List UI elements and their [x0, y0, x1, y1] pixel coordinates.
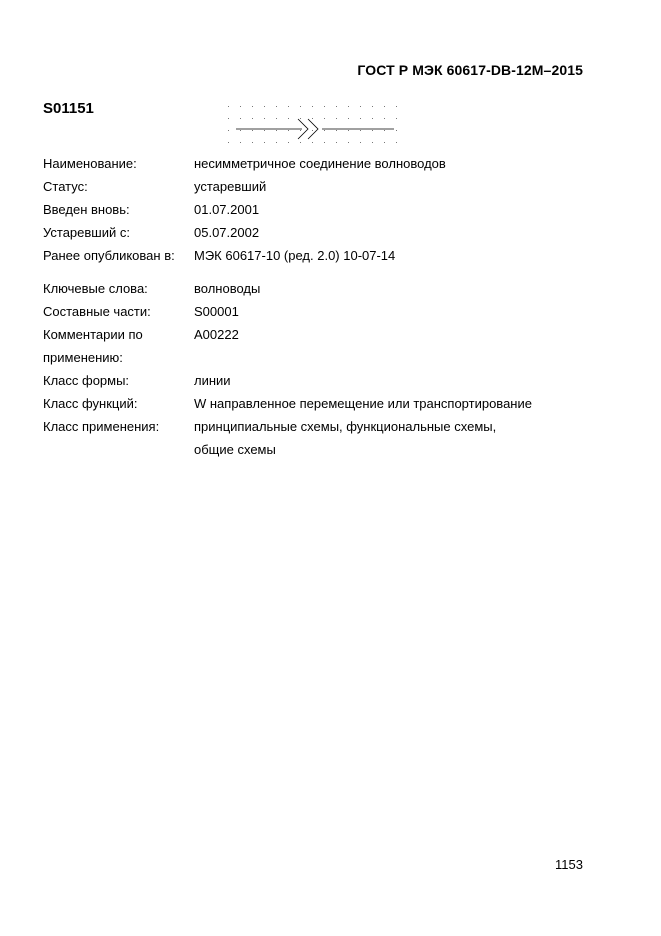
field-row: [43, 152, 603, 175]
field-list: [43, 152, 603, 461]
page-number: 1153: [555, 857, 583, 872]
field-row: [43, 392, 603, 415]
field-label: Введен вновь:: [43, 202, 130, 217]
field-label: применению:: [43, 350, 123, 365]
field-label: Ранее опубликован в:: [43, 248, 175, 263]
field-value: W направленное перемещение или транспортирование: [194, 396, 532, 411]
field-label: Ключевые слова:: [43, 281, 148, 296]
field-value: принципиальные схемы, функциональные схемы,: [194, 419, 497, 434]
field-value: [194, 346, 603, 369]
field-label: Составные части:: [43, 304, 151, 319]
field-value: линии: [194, 373, 231, 388]
field-value: 05.07.2002: [194, 225, 260, 240]
field-row: [43, 198, 603, 221]
field-label: Комментарии по: [43, 327, 143, 342]
waveguide-junction-symbol: [222, 100, 412, 146]
field-row: [43, 415, 603, 438]
field-value: МЭК 60617-10 (ред. 2.0) 10-07-14: [194, 248, 396, 263]
field-row: [43, 244, 603, 267]
field-row: [43, 369, 603, 392]
field-row: [43, 346, 603, 369]
field-label: [43, 438, 194, 461]
field-label: Устаревший с:: [43, 225, 130, 240]
field-label: Статус:: [43, 179, 88, 194]
field-value: общие схемы: [194, 442, 276, 457]
field-label: Класс формы:: [43, 373, 130, 388]
field-row: [43, 323, 603, 346]
field-row: [43, 277, 603, 300]
field-label: Класс применения:: [43, 419, 160, 434]
field-label: Класс функций:: [43, 396, 138, 411]
field-row: [43, 438, 603, 461]
field-label: Наименование:: [43, 156, 137, 171]
symbol-code: S01151: [43, 100, 94, 117]
field-row: [43, 300, 603, 323]
field-value: A00222: [194, 327, 239, 342]
field-value: волноводы: [194, 281, 261, 296]
field-value: 01.07.2001: [194, 202, 260, 217]
field-value: несимметричное соединение волноводов: [194, 156, 446, 171]
field-value: устаревший: [194, 179, 267, 194]
field-row: [43, 175, 603, 198]
document-header: ГОСТ Р МЭК 60617-DB-12М–2015: [357, 62, 583, 78]
field-value: S00001: [194, 304, 239, 319]
field-row: [43, 221, 603, 244]
